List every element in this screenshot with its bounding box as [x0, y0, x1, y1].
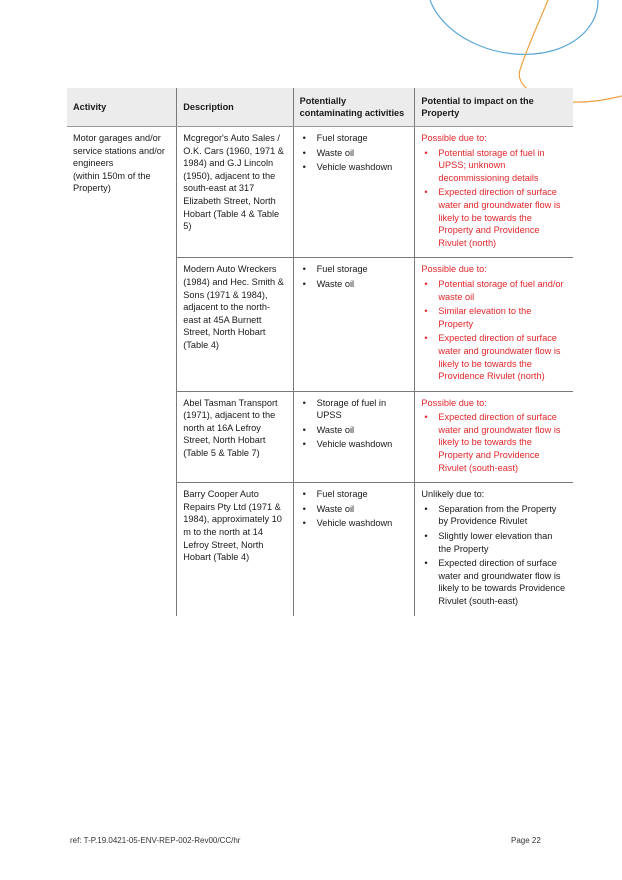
list-item: • Waste oil [300, 147, 409, 160]
list-item: • Fuel storage [300, 132, 409, 145]
activity-distance: (within 150m of the Property) [73, 170, 151, 194]
impact-heading: Unlikely due to: [421, 489, 485, 500]
list-item: • Vehicle washdown [300, 517, 409, 530]
description-cell: Modern Auto Wreckers (1984) and Hec. Smith & Sons (1971 & 1984), adjacent to the north-east at 45A Burnett Street, North Hobart (Table 4) [177, 258, 293, 391]
header-activity: Activity [67, 88, 177, 127]
header-potential-line2: contaminating activities [299, 108, 405, 118]
activities-cell [293, 258, 415, 391]
list-item: • Separation from the Property by Providence Rivulet [421, 503, 567, 528]
impact-heading: Possible due to: [421, 133, 487, 143]
list-item: • Waste oil [300, 503, 409, 516]
footer-reference: ref: T-P.19.0421-05-ENV-REP-002-Rev00/CC/hr [70, 836, 241, 845]
list-item: • Waste oil [300, 278, 409, 291]
list-item: • Expected direction of surface water and groundwater flow is likely to be towards the Property and Providence Rivulet (north) [421, 186, 567, 249]
table-header-row [67, 88, 573, 127]
impact-cell [415, 483, 573, 616]
list-item: • Potential storage of fuel and/or waste oil [421, 278, 567, 303]
list-item: • Similar elevation to the Property [421, 305, 567, 330]
list-item: • Vehicle washdown [300, 161, 409, 174]
activity-table [67, 88, 573, 616]
activities-cell [293, 391, 415, 483]
blue-arc [430, 0, 598, 54]
table-row [67, 127, 573, 258]
activity-cell [67, 127, 177, 616]
impact-cell [415, 391, 573, 483]
header-description: Description [177, 88, 293, 127]
description-cell: Barry Cooper Auto Repairs Pty Ltd (1971 & 1984), approximately 10 m to the north at 14 Lefroy Street, North Hobart (Table 4) [177, 483, 293, 616]
list-item: • Vehicle washdown [300, 438, 409, 451]
header-impact: Potential to impact on the Property [415, 88, 573, 127]
list-item: • Potential storage of fuel in UPSS; unknown decommissioning details [421, 147, 567, 185]
orange-arc [519, 0, 622, 102]
impact-heading: Possible due to: [421, 264, 487, 275]
list-item: • Expected direction of surface water and groundwater flow is likely to be towards the Property and Providence Rivulet (south-east) [421, 411, 567, 474]
list-item: • Waste oil [300, 424, 409, 437]
impact-cell [415, 258, 573, 391]
list-item: • Expected direction of surface water and groundwater flow is likely to be towards Providence Rivulet (south-east) [421, 557, 567, 607]
description-cell: Mcgregor's Auto Sales / O.K. Cars (1960, 1971 & 1984) and G.J Lincoln (1950), adjacent to the south-east at 317 Elizabeth Street, North Hobart (Table 4 & Table 5) [177, 127, 293, 258]
list-item: • Expected direction of surface water and groundwater flow is likely to be towards the Providence Rivulet (north) [421, 332, 567, 382]
activity-text: Motor garages and/or service stations and/or engineers [73, 133, 165, 169]
activities-cell [293, 483, 415, 616]
list-item: • Slightly lower elevation than the Property [421, 530, 567, 555]
header-potential-line1: Potentially [299, 96, 347, 106]
impact-cell [415, 127, 573, 258]
header-potential [293, 88, 415, 127]
list-item: • Fuel storage [300, 263, 409, 276]
description-cell: Abel Tasman Transport (1971), adjacent to the north at 16A Lefroy Street, North Hobart (Table 5 & Table 7) [177, 391, 293, 483]
page-number: Page 22 [511, 836, 541, 845]
list-item: • Storage of fuel in UPSS [300, 397, 409, 422]
list-item: • Fuel storage [300, 488, 409, 501]
activities-cell [293, 127, 415, 258]
impact-heading: Possible due to: [421, 397, 487, 408]
